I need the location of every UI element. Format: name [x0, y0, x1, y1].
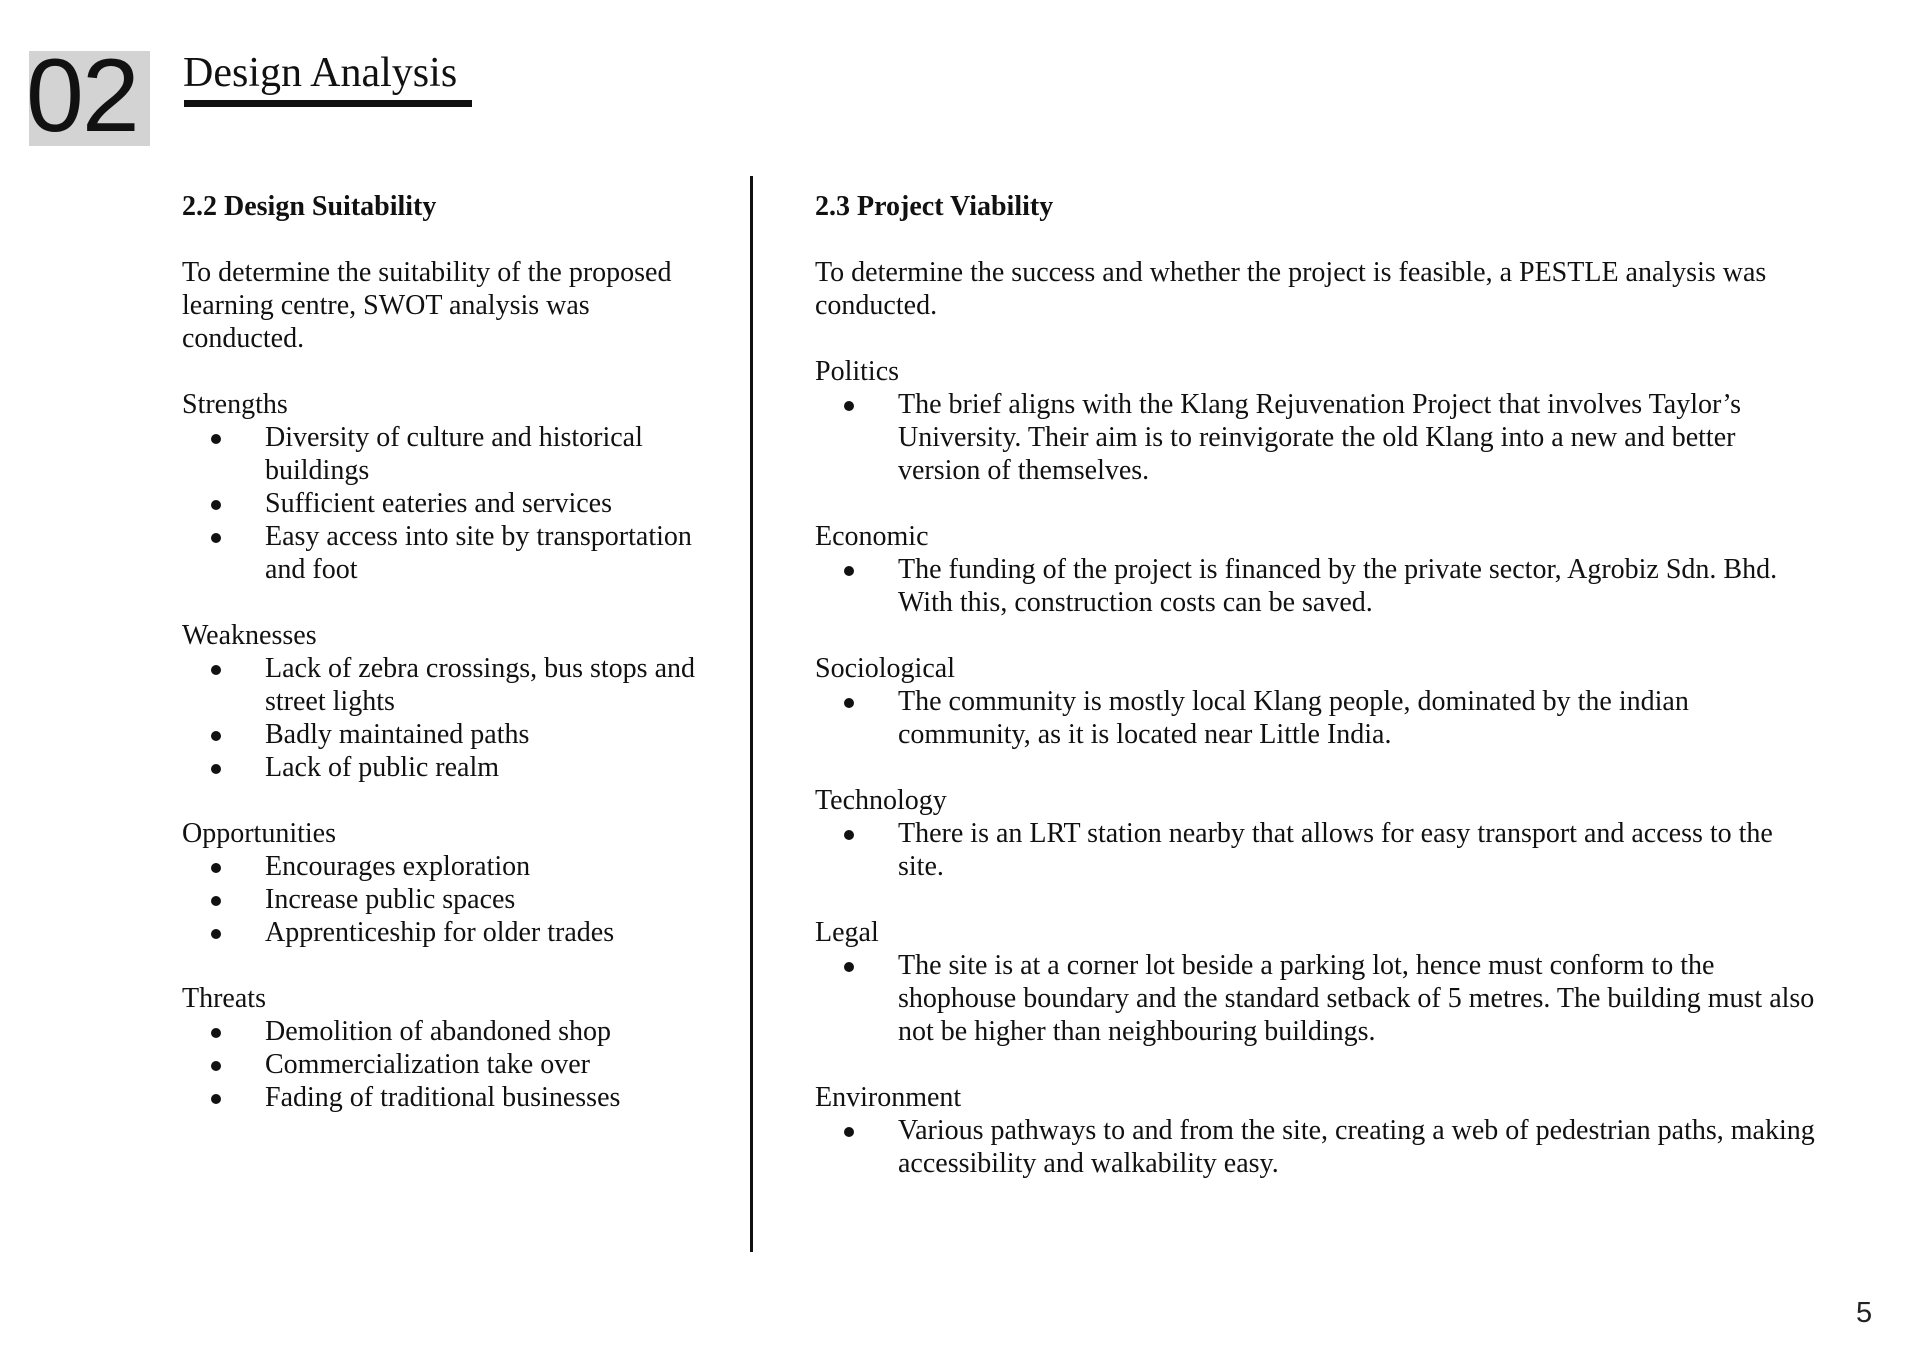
bullet-item: Apprenticeship for older trades	[182, 916, 702, 949]
bullet-item: Demolition of abandoned shop	[182, 1015, 702, 1048]
bullet-item: Commercialization take over	[182, 1048, 702, 1081]
section-intro: To determine the success and whether the project is feasible, a PESTLE analysis was conducted.	[815, 257, 1767, 321]
group-label: Strengths	[182, 389, 288, 420]
section-heading: 2.3 Project Viability	[815, 191, 1054, 222]
bullet-item: The community is mostly local Klang people, dominated by the indian community, as it is located near Little India.	[815, 685, 1815, 751]
bullet-list	[182, 652, 702, 784]
bullet-list	[815, 553, 1815, 619]
group-label: Economic	[815, 521, 929, 552]
pestle-group-legal	[815, 916, 1815, 1048]
group-label: Threats	[182, 983, 266, 1014]
section-intro: To determine the suitability of the proposed learning centre, SWOT analysis was conducted.	[182, 257, 672, 354]
group-label: Sociological	[815, 653, 955, 684]
group-label: Environment	[815, 1082, 962, 1113]
bullet-list	[815, 388, 1815, 487]
section-heading: 2.2 Design Suitability	[182, 191, 437, 222]
bullet-item: Lack of public realm	[182, 751, 702, 784]
group-label: Technology	[815, 785, 947, 816]
bullet-item: The brief aligns with the Klang Rejuvenation Project that involves Taylor’s University. Their aim is to reinvigorate the old Klang into a new and better version of themselves.	[815, 388, 1815, 487]
bullet-list	[815, 1114, 1815, 1180]
group-label: Weaknesses	[182, 620, 317, 651]
pestle-group-sociological	[815, 652, 1815, 751]
pestle-group-politics	[815, 355, 1815, 487]
bullet-item: Diversity of culture and historical buildings	[182, 421, 702, 487]
column-divider	[750, 176, 753, 1252]
title-underline	[184, 100, 472, 107]
swot-group-threats	[182, 982, 702, 1114]
pestle-group-environment	[815, 1081, 1815, 1180]
swot-group-weaknesses	[182, 619, 702, 784]
design-suitability-section	[182, 190, 702, 1147]
project-viability-section	[815, 190, 1815, 1213]
bullet-list	[182, 1015, 702, 1114]
bullet-item: There is an LRT station nearby that allows for easy transport and access to the site.	[815, 817, 1815, 883]
group-label: Opportunities	[182, 818, 336, 849]
bullet-item: Various pathways to and from the site, creating a web of pedestrian paths, making accessibility and walkability easy.	[815, 1114, 1815, 1180]
chapter-number: 02	[26, 38, 138, 154]
pestle-group-technology	[815, 784, 1815, 883]
swot-group-opportunities	[182, 817, 702, 949]
bullet-list	[815, 949, 1815, 1048]
bullet-list	[182, 421, 702, 586]
bullet-item: Badly maintained paths	[182, 718, 702, 751]
bullet-item: Lack of zebra crossings, bus stops and street lights	[182, 652, 702, 718]
bullet-item: The funding of the project is financed by the private sector, Agrobiz Sdn. Bhd. With this, construction costs can be saved.	[815, 553, 1815, 619]
bullet-item: The site is at a corner lot beside a parking lot, hence must conform to the shophouse boundary and the standard setback of 5 metres. The building must also not be higher than neighbouring buildings.	[815, 949, 1815, 1048]
page-title: Design Analysis	[183, 50, 458, 96]
group-label: Legal	[815, 917, 879, 948]
bullet-item: Increase public spaces	[182, 883, 702, 916]
bullet-list	[182, 850, 702, 949]
bullet-list	[815, 685, 1815, 751]
group-label: Politics	[815, 356, 900, 387]
bullet-item: Encourages exploration	[182, 850, 702, 883]
bullet-list	[815, 817, 1815, 883]
bullet-item: Sufficient eateries and services	[182, 487, 702, 520]
bullet-item: Fading of traditional businesses	[182, 1081, 702, 1114]
pestle-group-economic	[815, 520, 1815, 619]
bullet-item: Easy access into site by transportation and foot	[182, 520, 702, 586]
swot-group-strengths	[182, 388, 702, 586]
page-number: 5	[1856, 1297, 1873, 1329]
